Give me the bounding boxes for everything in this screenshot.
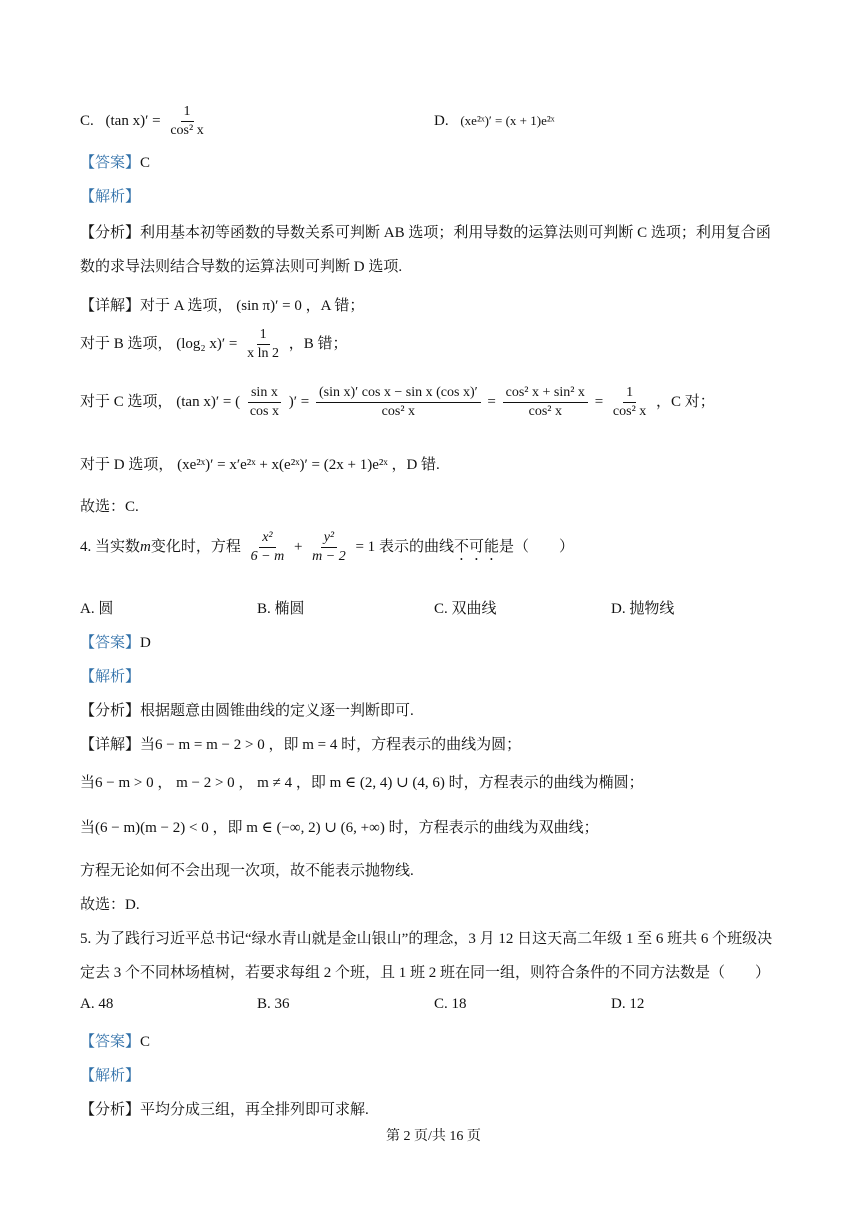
q4-option-d: D. 抛物线 bbox=[611, 601, 675, 617]
fraction-numerator: y² bbox=[321, 529, 337, 548]
detail-formula: (xe²ˣ)′ = x′e²ˣ + x(e²ˣ)′ = (2x + 1)e²ˣ bbox=[177, 457, 388, 473]
q5-analysis-tag: 【解析】 bbox=[80, 1068, 141, 1084]
q4-stem-text: 变化时，方程 bbox=[150, 538, 241, 555]
q3-answer bbox=[80, 151, 150, 172]
fraction-denominator: cos² x bbox=[381, 404, 416, 419]
q3-option-c-label: C. bbox=[80, 112, 94, 129]
q3-fenxi-line2: 数的求导法则结合导数的运算法则可判断 D 选项. bbox=[80, 259, 403, 275]
detail-formula: )′ = bbox=[288, 393, 310, 410]
detail-text: 当6 − m = m − 2 > 0 ，即 m = 4 时，方程表示的曲线为圆； bbox=[140, 737, 522, 753]
q4-stem-text: 4. 当实数 bbox=[80, 538, 141, 555]
xiangjie-tag: 【详解】 bbox=[80, 298, 141, 314]
detail-c-fraction-1 bbox=[247, 384, 282, 421]
detail-formula: (tan x)′ = ( bbox=[176, 393, 241, 410]
answer-tag: 【答案】 bbox=[80, 155, 141, 171]
q3-detail-c bbox=[80, 384, 715, 421]
equals-one: = 1 bbox=[355, 538, 376, 555]
fraction-numerator: sin x bbox=[248, 384, 281, 403]
q3-detail-b bbox=[80, 326, 348, 363]
q3-option-d-formula: (xe²ˣ)′ = (x + 1)e²ˣ bbox=[460, 113, 555, 128]
fraction-denominator: cos² x bbox=[170, 123, 204, 138]
q4-stem bbox=[80, 529, 574, 566]
detail-formula: (log₂ x)′ = bbox=[176, 335, 238, 352]
answer-value: C bbox=[140, 155, 151, 171]
detail-text: ，C 对； bbox=[656, 393, 715, 410]
q4-stem-text: 表示的曲线 bbox=[378, 538, 454, 555]
fraction-denominator: 6 − m bbox=[250, 549, 285, 564]
detail-text: 对于 A 选项， bbox=[140, 298, 233, 314]
q4-option-c: C. 双曲线 bbox=[434, 601, 497, 617]
q3-analysis-tag: 【解析】 bbox=[80, 189, 141, 205]
fenxi-text: 平均分成三组，再全排列即可求解. bbox=[140, 1102, 369, 1118]
answer-tag: 【答案】 bbox=[80, 1034, 141, 1050]
q4-detail-4: 方程无论如何不会出现一次项，故不能表示抛物线. bbox=[80, 863, 414, 879]
q5-fenxi bbox=[80, 1098, 369, 1119]
q5-option-c: C. 18 bbox=[434, 996, 467, 1012]
q3-detail-a bbox=[80, 294, 364, 315]
q3-option-d bbox=[434, 113, 555, 130]
q4-fenxi bbox=[80, 699, 414, 720]
q3-option-c-fraction bbox=[167, 103, 206, 140]
fraction-numerator: 1 bbox=[623, 384, 636, 403]
equals-sign: = bbox=[487, 393, 496, 410]
q3-fenxi-line1 bbox=[80, 221, 771, 242]
fenxi-tag: 【分析】 bbox=[80, 225, 141, 241]
fraction-denominator: cos² x bbox=[612, 404, 647, 419]
fraction-numerator: cos² x + sin² x bbox=[503, 384, 588, 403]
q4-option-b: B. 椭圆 bbox=[257, 601, 305, 617]
plus-sign: + bbox=[293, 538, 303, 555]
q5-stem-line1: 5. 为了践行习近平总书记“绿水青山就是金山银山”的理念，3 月 12 日这天高二年级 1 至 6 班共 6 个班级决 bbox=[80, 931, 773, 947]
xiangjie-tag: 【详解】 bbox=[80, 737, 141, 753]
q5-option-d: D. 12 bbox=[611, 996, 645, 1012]
q5-answer bbox=[80, 1030, 150, 1051]
fraction-numerator: x² bbox=[259, 529, 275, 548]
q4-answer bbox=[80, 631, 151, 652]
fraction-numerator: 1 bbox=[257, 326, 270, 345]
detail-b-fraction bbox=[244, 326, 282, 363]
q4-analysis-tag: 【解析】 bbox=[80, 669, 141, 685]
detail-text: 对于 B 选项， bbox=[80, 335, 173, 352]
q5-option-a: A. 48 bbox=[80, 996, 114, 1012]
fenxi-text: 利用基本初等函数的导数关系可判断 AB 选项；利用导数的运算法则可判断 C 选项；利用复合函 bbox=[140, 225, 771, 241]
q4-fraction-1 bbox=[248, 529, 288, 566]
fenxi-tag: 【分析】 bbox=[80, 703, 141, 719]
q5-stem-line2: 定去 3 个不同林场植树，若要求每组 2 个班，且 1 班 2 班在同一组，则符合条件的不同方法数是（ ） bbox=[80, 965, 771, 981]
q4-option-a: A. 圆 bbox=[80, 601, 114, 617]
q3-option-d-label: D. bbox=[434, 113, 449, 129]
detail-c-fraction-3 bbox=[503, 384, 588, 421]
fenxi-tag: 【分析】 bbox=[80, 1102, 141, 1118]
fraction-numerator: (sin x)′ cos x − sin x (cos x)′ bbox=[316, 384, 481, 403]
q4-emphasis-text: 不可能 bbox=[453, 538, 499, 555]
detail-c-fraction-4 bbox=[610, 384, 649, 421]
fenxi-text: 根据题意由圆锥曲线的定义逐一判断即可. bbox=[140, 703, 414, 719]
q4-variable: m bbox=[140, 538, 151, 555]
answer-tag: 【答案】 bbox=[80, 635, 141, 651]
fraction-denominator: cos x bbox=[249, 404, 279, 419]
q3-detail-d bbox=[80, 453, 440, 474]
q4-choose: 故选：D. bbox=[80, 897, 140, 913]
q3-choose: 故选：C. bbox=[80, 499, 139, 515]
detail-text: 对于 D 选项， bbox=[80, 457, 174, 473]
q4-detail-1 bbox=[80, 733, 521, 754]
detail-formula: (sin π)′ = 0 bbox=[236, 298, 302, 314]
equals-sign: = bbox=[594, 393, 604, 410]
q3-option-c bbox=[80, 103, 210, 140]
q4-fraction-2 bbox=[309, 529, 349, 566]
detail-text: 对于 C 选项， bbox=[80, 393, 173, 410]
detail-c-fraction-2 bbox=[316, 384, 481, 421]
fraction-denominator: m − 2 bbox=[312, 549, 346, 564]
page-footer: 第 2 页/共 16 页 bbox=[386, 1129, 481, 1144]
q4-detail-3: 当(6 − m)(m − 2) < 0 ，即 m ∈ (−∞, 2) ∪ (6, +∞) 时，方程表示的曲线为双曲线； bbox=[80, 820, 599, 836]
detail-text: ，B 错； bbox=[288, 335, 348, 352]
detail-text: ，D 错. bbox=[391, 457, 440, 473]
fraction-numerator: 1 bbox=[181, 103, 194, 122]
answer-value: D bbox=[140, 635, 151, 651]
detail-text: ，A 错； bbox=[305, 298, 365, 314]
answer-value: C bbox=[140, 1034, 151, 1050]
q4-stem-text: 是（ ） bbox=[498, 538, 574, 555]
q3-option-c-formula: (tan x)′ = bbox=[105, 112, 161, 129]
fraction-denominator: x ln 2 bbox=[247, 346, 280, 361]
fraction-denominator: cos² x bbox=[528, 404, 562, 419]
q5-option-b: B. 36 bbox=[257, 996, 290, 1012]
q4-detail-2: 当6 − m > 0 ， m − 2 > 0 ， m ≠ 4 ，即 m ∈ (2, 4) ∪ (4, 6) 时，方程表示的曲线为椭圆； bbox=[80, 775, 644, 791]
